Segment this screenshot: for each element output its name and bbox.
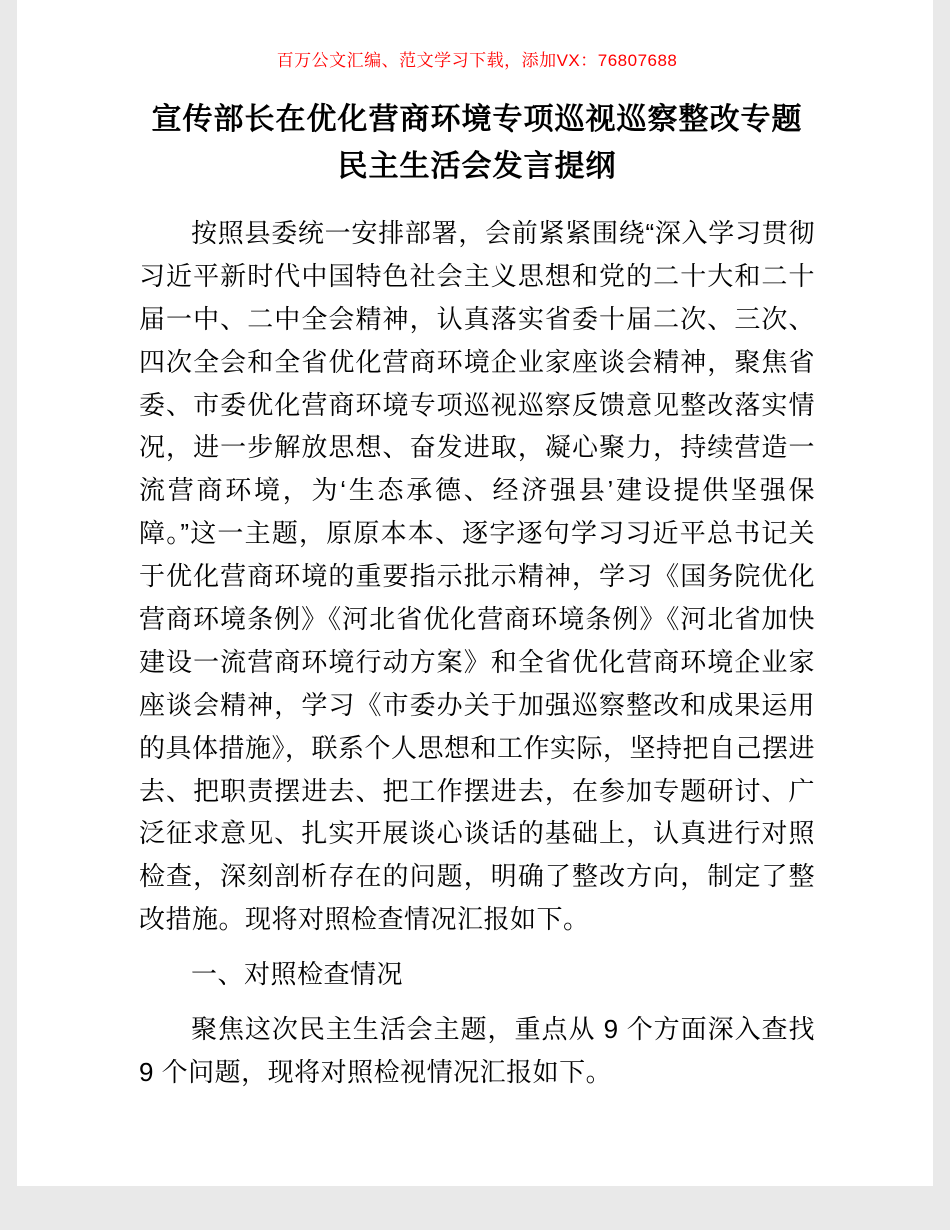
- document-page: [17, 0, 933, 1186]
- body-paragraph: 聚焦这次民主生活会主题，重点从 9 个方面深入查找 9 个问题，现将对照检视情况汇报如下。: [139, 1014, 815, 1087]
- header-notice: 百万公文汇编、范文学习下载，添加VX：76807688: [276, 51, 678, 70]
- section-heading: 一、对照检查情况: [191, 959, 404, 990]
- body-paragraph: 按照县委统一安排部署，会前紧紧围绕“深入学习贯彻习近平新时代中国特色社会主义思想和党的二十大和二十届一中、二中全会精神，认真落实省委十届二次、三次、四次全会和全省优化营商环境企业家座谈会精神，聚焦省委、市委优化营商环境专项巡视巡察反馈意见整改落实情况，进一步解放思想、奋发进取，凝心聚力，持续营造一流营商环境，为‘生态承德、经济强县’建设提供坚强保障。”这一主题，原原本本、逐字逐句学习习近平总书记关于优化营商环境的重要指示批示精神，学习《国务院优化营商环境条例》《河北省优化营商环境条例》《河北省加快建设一流营商环境行动方案》和全省优化营商环境企业家座谈会精神，学习《市委办关于加强巡察整改和成果运用的具体措施》，联系个人思想和工作实际，坚持把自己摆进去、把职责摆进去、把工作摆进去，在参加专题研讨、广泛征求意见、扎实开展谈心谈话的基础上，认真进行对照检查，深刻剖析存在的问题，明确了整改方向，制定了整改措施。现将对照检查情况汇报如下。: [139, 218, 816, 935]
- document-title: 宣传部长在优化营商环境专项巡视巡察整改专题民主生活会发言提纲: [151, 103, 803, 183]
